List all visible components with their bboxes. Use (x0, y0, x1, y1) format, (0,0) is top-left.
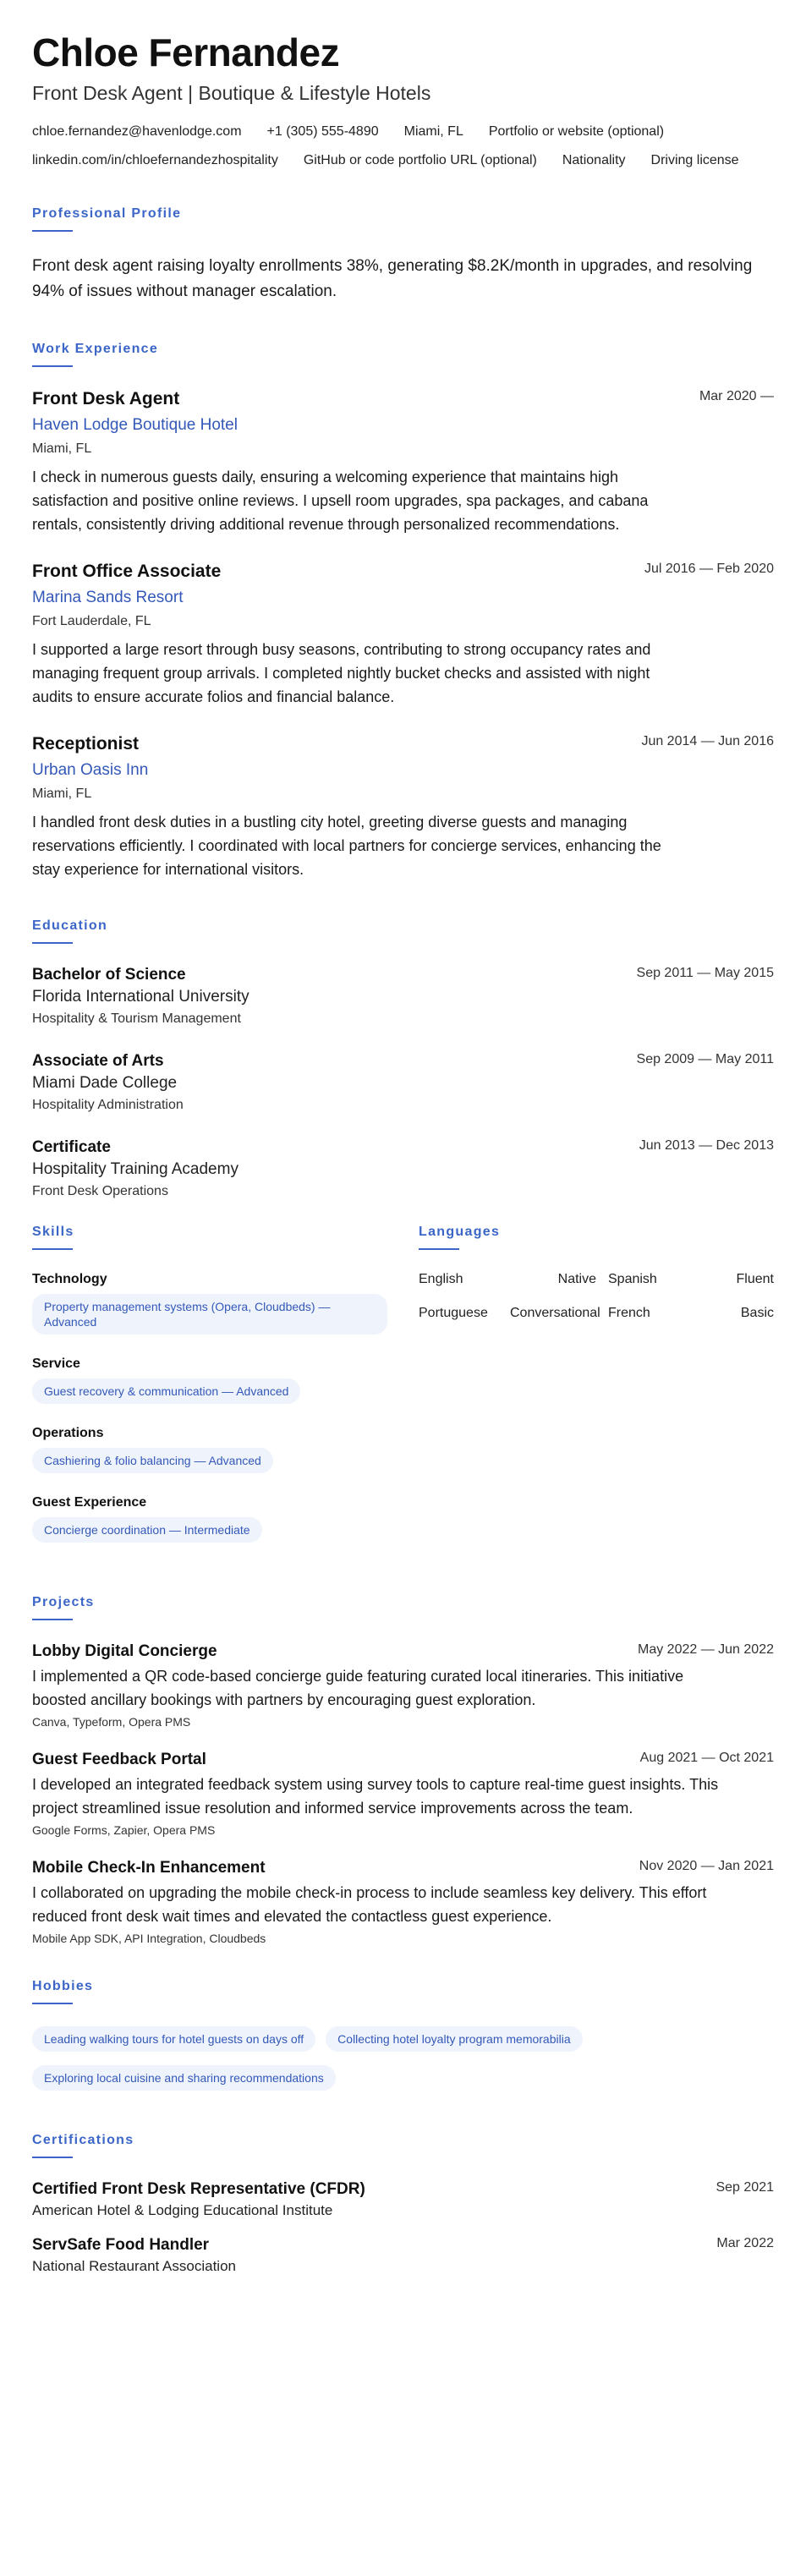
project-title: Guest Feedback Portal (32, 1750, 206, 1768)
section-divider (32, 365, 73, 367)
education-dates: Jun 2013 — Dec 2013 (639, 1137, 774, 1153)
job-title: Front Office Associate (32, 561, 222, 581)
hobby-pill: Collecting hotel loyalty program memorabilia (326, 2026, 582, 2052)
language-level: Basic (740, 1305, 774, 1320)
skill-pill: Guest recovery & communication — Advanced (32, 1378, 300, 1404)
language-name: English (419, 1271, 463, 1286)
contact-list (32, 123, 774, 169)
education-dates: Sep 2009 — May 2011 (636, 1051, 774, 1066)
certification-name: ServSafe Food Handler (32, 2235, 210, 2254)
education-field: Hospitality & Tourism Management (32, 1011, 241, 1026)
job-company: Urban Oasis Inn (32, 760, 149, 779)
contact-nationality: Nationality (562, 152, 626, 167)
skill-category: Service (32, 1356, 80, 1371)
language-name: Spanish (608, 1271, 657, 1286)
education-dates: Sep 2011 — May 2015 (636, 965, 774, 980)
certification-date: Sep 2021 (716, 2179, 774, 2195)
skill-group (32, 1495, 387, 1548)
job-location: Fort Lauderdale, FL (32, 613, 151, 628)
hobbies-section (32, 1979, 774, 2096)
project-entry (32, 1751, 774, 1837)
profile-section (32, 206, 774, 304)
hobbies-list (32, 2026, 768, 2096)
certification-entry (32, 2180, 774, 2219)
skill-category: Guest Experience (32, 1494, 147, 1510)
resume-header (32, 30, 774, 169)
job-description: I check in numerous guests daily, ensuring a welcoming experience that maintains high satisfaction and positive online reviews. I upsell room upgrades, spa packages, and cabana rentals, consistently driving additional revenue through personalized recommendations. (32, 468, 649, 533)
project-title: Lobby Digital Concierge (32, 1642, 217, 1660)
language-level: Native (557, 1271, 596, 1286)
education-school: Miami Dade College (32, 1073, 178, 1092)
education-field: Front Desk Operations (32, 1183, 168, 1198)
section-divider (419, 1248, 459, 1250)
job-dates: Jul 2016 — Feb 2020 (644, 561, 774, 576)
experience-section (32, 342, 774, 881)
languages-grid (419, 1272, 774, 1321)
skill-pill: Property management systems (Opera, Cloudbeds) — Advanced (32, 1294, 387, 1335)
section-title: Professional Profile (32, 206, 182, 221)
language-name: Portuguese (419, 1305, 488, 1320)
section-title: Work Experience (32, 341, 159, 356)
project-description: I implemented a QR code-based concierge guide featuring curated local itineraries. This initiative boosted ancillary bookings with partners by encouraging guest exploration. (32, 1667, 684, 1708)
skill-category: Operations (32, 1425, 104, 1440)
job-entry (32, 734, 774, 881)
education-entry (32, 1052, 774, 1113)
job-location: Miami, FL (32, 441, 92, 456)
section-divider (32, 1619, 73, 1620)
certification-entry (32, 2236, 774, 2275)
education-entry (32, 966, 774, 1027)
education-school: Hospitality Training Academy (32, 1159, 239, 1178)
section-title: Hobbies (32, 1978, 94, 1993)
certification-name: Certified Front Desk Representative (CFDR) (32, 2179, 365, 2198)
section-divider (32, 942, 73, 944)
section-divider (32, 2003, 73, 2004)
certification-date: Mar 2022 (716, 2235, 774, 2250)
project-description: I collaborated on upgrading the mobile check-in process to include seamless key delivery. This effort reduced front desk wait times and elevated the contactless guest experience. (32, 1883, 707, 1925)
language-level: Conversational (510, 1305, 600, 1320)
contact-github[interactable]: GitHub or code portfolio URL (optional) (303, 152, 537, 167)
skill-pill: Cashiering & folio balancing — Advanced (32, 1448, 273, 1473)
job-description: I supported a large resort through busy seasons, contributing to strong occupancy rates and managing frequent group arrivals. I completed nightly bucket checks and assisted with night audits to ensure accurate folios and financial balance. (32, 640, 651, 705)
project-title: Mobile Check-In Enhancement (32, 1858, 266, 1877)
job-title: Receptionist (32, 733, 140, 754)
hobby-pill: Exploring local cuisine and sharing recommendations (32, 2065, 336, 2091)
job-company: Haven Lodge Boutique Hotel (32, 415, 238, 434)
certification-org: American Hotel & Lodging Educational Institute (32, 2201, 333, 2218)
education-school: Florida International University (32, 987, 249, 1006)
project-description: I developed an integrated feedback system using survey tools to capture real-time guest insights. This project streamlined issue resolution and informed service improvements across the team. (32, 1775, 719, 1817)
job-dates: Jun 2014 — Jun 2016 (641, 733, 774, 748)
contact-linkedin[interactable]: linkedin.com/in/chloefernandezhospitality (32, 152, 278, 167)
profile-summary: Front desk agent raising loyalty enrollments 38%, generating $8.2K/month in upgrades, and resolving 94% of issues without manager escalation. (32, 256, 753, 300)
project-dates: Aug 2021 — Oct 2021 (639, 1750, 774, 1765)
certifications-section (32, 2133, 774, 2275)
hobby-pill: Leading walking tours for hotel guests on days off (32, 2026, 315, 2052)
skill-pill: Concierge coordination — Intermediate (32, 1517, 262, 1543)
project-dates: May 2022 — Jun 2022 (638, 1642, 774, 1657)
contact-driving-license: Driving license (650, 152, 739, 167)
skill-group (32, 1426, 387, 1478)
job-dates: Mar 2020 — (699, 388, 774, 403)
certification-org: National Restaurant Association (32, 2257, 236, 2274)
projects-section (32, 1595, 774, 1945)
project-dates: Nov 2020 — Jan 2021 (639, 1858, 774, 1873)
languages-section (419, 1225, 774, 1565)
job-company: Marina Sands Resort (32, 588, 184, 606)
education-field: Hospitality Administration (32, 1097, 184, 1112)
job-entry (32, 562, 774, 709)
section-title: Education (32, 918, 108, 933)
skill-group (32, 1357, 387, 1409)
section-title: Projects (32, 1594, 95, 1609)
project-entry (32, 1859, 774, 1945)
education-degree: Certificate (32, 1137, 111, 1156)
skill-category: Technology (32, 1271, 107, 1286)
project-entry (32, 1642, 774, 1729)
job-entry (32, 389, 774, 536)
skills-languages-row (32, 1225, 774, 1565)
contact-phone[interactable]: +1 (305) 555-4890 (266, 123, 379, 139)
project-tech: Canva, Typeform, Opera PMS (32, 1714, 191, 1729)
job-description: I handled front desk duties in a bustling city hotel, greeting diverse guests and managing reservations efficiently. I coordinated with local partners for concierge services, enhancing the stay experience for international visitors. (32, 813, 661, 878)
language-name: French (608, 1305, 650, 1320)
contact-portfolio[interactable]: Portfolio or website (optional) (488, 123, 665, 139)
education-degree: Bachelor of Science (32, 965, 186, 984)
section-title: Skills (32, 1224, 74, 1239)
job-title: Front Desk Agent (32, 388, 180, 408)
skill-group (32, 1272, 387, 1340)
project-tech: Mobile App SDK, API Integration, Cloudbeds (32, 1931, 266, 1945)
section-title: Certifications (32, 2132, 134, 2147)
education-section (32, 918, 774, 1199)
job-location: Miami, FL (32, 786, 92, 801)
skills-section (32, 1225, 387, 1565)
language-level: Fluent (736, 1271, 774, 1286)
candidate-headline: Front Desk Agent | Boutique & Lifestyle Hotels (32, 81, 431, 104)
section-divider (32, 1248, 73, 1250)
contact-email[interactable]: chloe.fernandez@havenlodge.com (32, 123, 242, 139)
section-divider (32, 230, 73, 232)
section-divider (32, 2157, 73, 2158)
section-title: Languages (419, 1224, 501, 1239)
candidate-name: Chloe Fernandez (32, 30, 340, 74)
contact-location: Miami, FL (403, 123, 463, 139)
education-degree: Associate of Arts (32, 1051, 164, 1070)
education-entry (32, 1138, 774, 1199)
project-tech: Google Forms, Zapier, Opera PMS (32, 1822, 216, 1837)
